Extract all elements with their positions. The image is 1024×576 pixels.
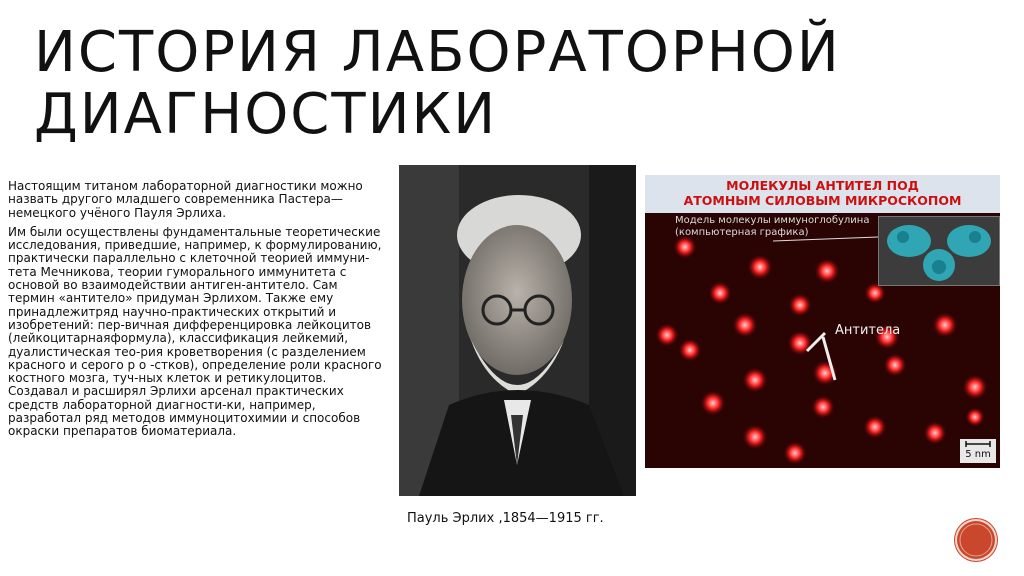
portrait-photo bbox=[399, 165, 636, 496]
scale-label: 5 nm bbox=[965, 449, 991, 460]
microscopy-image bbox=[645, 175, 1000, 468]
model-label-line1: Модель молекулы иммуноглобулина bbox=[675, 215, 870, 226]
scale-bar-line bbox=[960, 439, 996, 449]
antibody-model-graphic bbox=[879, 217, 999, 285]
scale-bar bbox=[960, 439, 996, 463]
micrograph-header-line2: АТОМНЫМ СИЛОВЫМ МИКРОСКОПОМ bbox=[683, 193, 962, 208]
paragraph-details: Им были осуществлены фундаментальные теоретические исследования, приведшие, например, к формулированию, практически параллельно с клеточной теорией иммуни-тета Мечникова, теории гуморального иммунитета с основой во взаимодействии антиген-антитело. Сам термин «антитело» придуман Эрлихом. Также ему принадлежитряд научно-практических открытий и изобретений: пер-вичная дифференцировка лейкоцитов (лейкоцитарнаяформула), классификация лейкемий, дуалистическая тео-рия кроветворения (с разделением красного и серого р о -стков), определение роли красного костного мозга, туч-ных клеток и ретикулоцитов. Создавал и расширял Эрлихи арсенал практических средств лабораторной диагности-ки, например, разработал ряд методов иммуноцитохимии и способов окраски препаратов биоматериала. bbox=[8, 224, 382, 439]
portrait-caption: Пауль Эрлих ,1854—1915 гг. bbox=[407, 511, 604, 526]
portrait-illustration bbox=[399, 165, 636, 496]
antibody-label: Антитела bbox=[835, 323, 901, 338]
micrograph-header-line1: МОЛЕКУЛЫ АНТИТЕЛ ПОД bbox=[726, 178, 919, 193]
antibody-model-inset bbox=[878, 216, 1000, 286]
micrograph-header bbox=[645, 175, 1000, 213]
model-label-line2: (компьютерная графика) bbox=[675, 227, 809, 238]
next-slide-icon bbox=[957, 521, 995, 559]
next-slide-button[interactable] bbox=[957, 521, 995, 559]
model-label bbox=[675, 215, 885, 239]
body-text bbox=[8, 180, 383, 445]
slide-title: ИСТОРИЯ ЛАБОРАТОРНОЙ ДИАГНОСТИКИ bbox=[34, 20, 841, 147]
paragraph-intro: Настоящим титаном лабораторной диагностики можно назвать другого младшего современника Пастера— немецкого учёного Пауля Эрлиха. bbox=[8, 179, 363, 220]
